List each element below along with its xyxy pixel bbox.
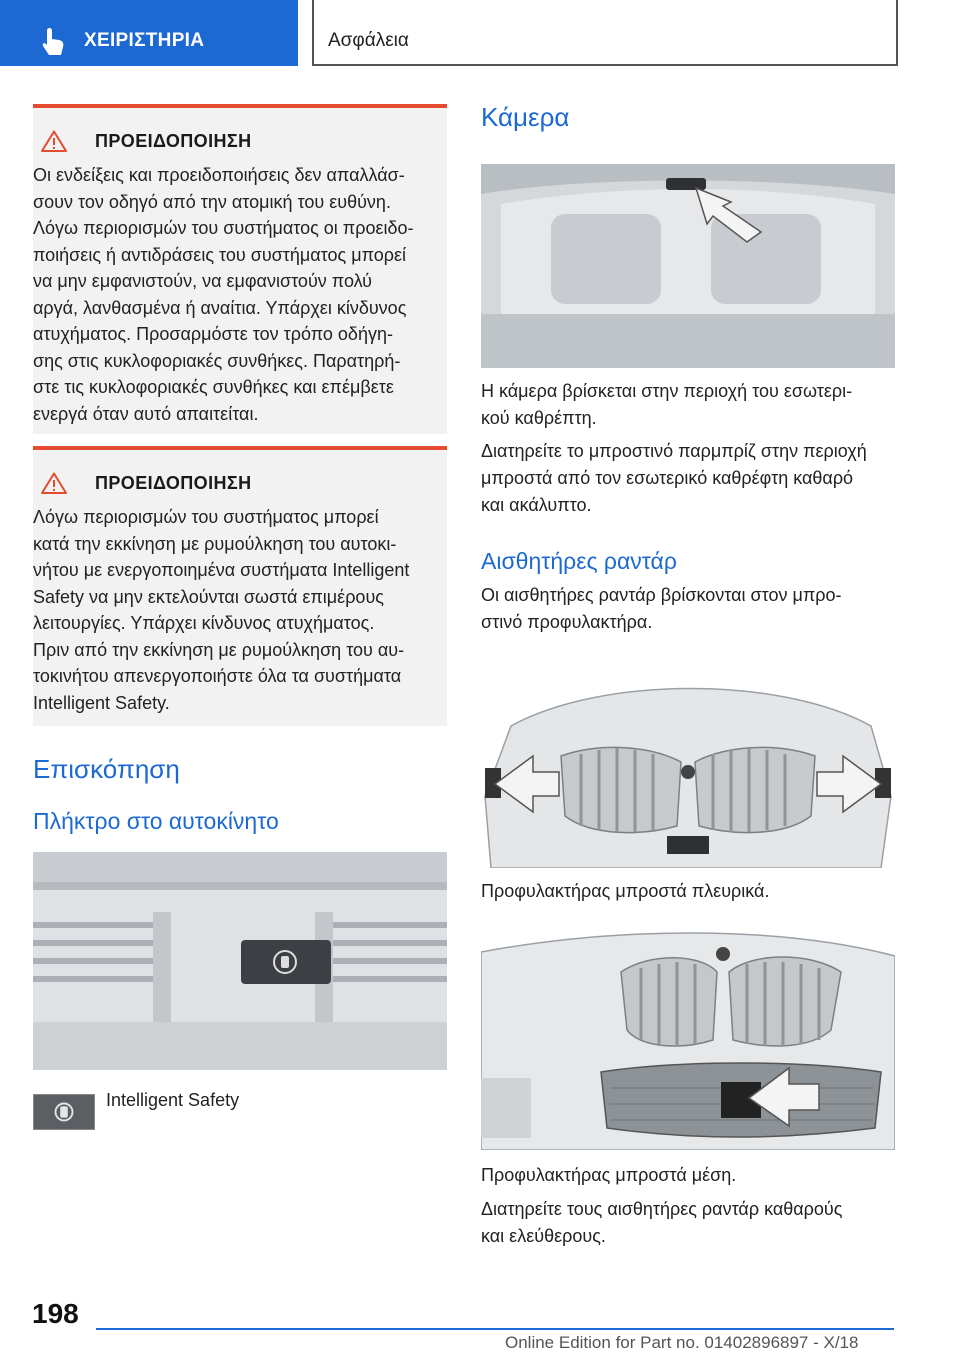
text-line: κατά την εκκίνηση με ρυμούλκηση του αυτοκι-: [33, 533, 397, 554]
section-title: Ασφάλεια: [328, 30, 409, 51]
text-line: και ακάλυπτο.: [481, 495, 592, 515]
radar-heading: Αισθητήρες ραντάρ: [481, 548, 677, 574]
intelligent-safety-button-icon: [33, 1094, 95, 1130]
radar-keep-clear-text: [481, 1196, 842, 1250]
bumper-center-caption: Προφυλακτήρας μπροστά μέση.: [481, 1165, 737, 1185]
footer-divider: [96, 1328, 894, 1330]
warning-text: [33, 162, 437, 427]
text-line: Intelligent Safety.: [33, 692, 170, 713]
text-line: Λόγω περιορισμών του συστήματος μπορεί: [33, 507, 379, 527]
text-line: τοκινήτου απενεργοποιήστε όλα τα συστήματα: [33, 666, 402, 686]
windshield-camera-photo: [481, 164, 895, 368]
tab-label: ΧΕΙΡΙΣΤΗΡΙΑ: [84, 30, 205, 51]
text-line: λειτουργίες. Υπάρχει κίνδυνος ατυχήματος.: [33, 613, 375, 633]
text-line: ποιήσεις ή αντιδράσεις του συστήματος μπορεί: [33, 244, 407, 265]
text-line: σης στις κυκλοφοριακές συνθήκες. Παρατηρή-: [33, 350, 401, 371]
button-subheading: Πλήκτρο στο αυτοκίνητο: [33, 808, 279, 834]
overview-heading: Επισκόπηση: [33, 754, 180, 784]
warning-box-1: [33, 104, 447, 434]
text-line: στε τις κυκλοφοριακές συνθήκες και επέμβετε: [33, 377, 394, 397]
edition-text: Online Edition for Part no. 01402896897 - X/18: [505, 1333, 859, 1352]
radar-location-text: [481, 582, 842, 636]
warning-title: ΠΡΟΕΙΔΟΠΟΙΗΣΗ: [95, 130, 252, 151]
bumper-center-photo: [481, 932, 895, 1150]
warning-box-2: [33, 446, 447, 726]
section-header: [312, 0, 898, 66]
warning-header: [41, 472, 437, 494]
text-line: ενεργά όταν αυτό απαιτείται.: [33, 403, 259, 424]
warning-title: ΠΡΟΕΙΔΟΠΟΙΗΣΗ: [95, 472, 252, 493]
text-line: αργά, λανθασμένα ή αναίτια. Υπάρχει κίνδυνος: [33, 297, 407, 318]
text-line: Διατηρείτε το μπροστινό παρμπρίζ στην περιοχή: [481, 441, 867, 461]
button-caption: Intelligent Safety: [106, 1090, 240, 1110]
text-line: σουν τον οδηγό από την ατομική του ευθύνη.: [33, 191, 391, 212]
camera-keep-clear-text: [481, 438, 867, 519]
text-line: μπροστά από τον εσωτερικό καθρέφτη καθαρό: [481, 468, 854, 488]
text-line: Πριν από την εκκίνηση με ρυμούλκηση του αυ-: [33, 639, 405, 660]
warning-text: [33, 504, 437, 716]
page-number: 198: [32, 1298, 79, 1329]
warning-triangle-icon: [41, 130, 67, 152]
text-line: στινό προφυλακτήρα.: [481, 612, 653, 632]
dashboard-button-photo: [33, 852, 447, 1070]
text-line: Safety να μην εκτελούνται σωστά επιμέρους: [33, 586, 384, 607]
bumper-side-caption: Προφυλακτήρας μπροστά πλευρικά.: [481, 881, 770, 901]
manual-tab[interactable]: [0, 0, 298, 66]
camera-heading: Κάμερα: [481, 102, 570, 132]
text-line: Οι ενδείξεις και προειδοποιήσεις δεν απαλλάσ-: [33, 165, 405, 185]
text-line: να μην εμφανιστούν, να εμφανιστούν πολύ: [33, 271, 373, 291]
hand-pointer-icon: [40, 26, 68, 56]
text-line: Διατηρείτε τους αισθητήρες ραντάρ καθαρούς: [481, 1199, 843, 1219]
bumper-side-photo: [481, 676, 895, 868]
warning-header: [41, 130, 437, 152]
text-line: Η κάμερα βρίσκεται στην περιοχή του εσωτερι-: [481, 381, 853, 401]
text-line: ατυχήματος. Προσαρμόστε τον τρόπο οδήγη-: [33, 324, 393, 344]
text-line: κού καθρέπτη.: [481, 408, 597, 428]
text-line: νήτου με ενεργοποιημένα συστήματα Intelligent: [33, 560, 410, 580]
warning-triangle-icon: [41, 472, 67, 494]
text-line: και ελεύθερους.: [481, 1226, 606, 1246]
text-line: Οι αισθητήρες ραντάρ βρίσκονται στον μπρο-: [481, 585, 842, 605]
camera-location-text: [481, 378, 852, 432]
text-line: Λόγω περιορισμών του συστήματος οι προειδο-: [33, 218, 414, 238]
